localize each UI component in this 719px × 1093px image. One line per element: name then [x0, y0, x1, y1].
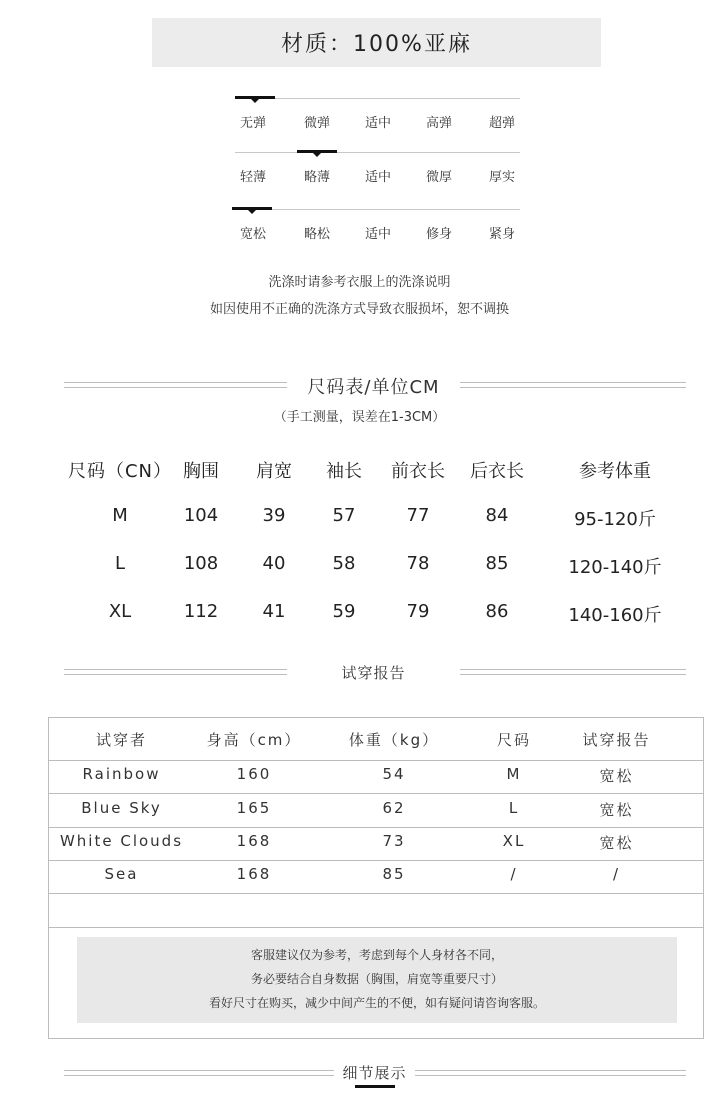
size-chart-title: 尺码表/单位CM: [307, 377, 440, 398]
size-cell: 41: [262, 601, 286, 622]
trial-cell: /: [612, 865, 621, 883]
size-cell: 40: [262, 553, 286, 574]
divider-line: [415, 1070, 686, 1076]
size-cell: 120-140斤: [568, 557, 662, 578]
size-cell: 140-160斤: [568, 605, 662, 626]
trial-cell: 62: [382, 799, 406, 817]
size-cell: 79: [406, 601, 430, 622]
trial-cell: L: [508, 799, 520, 817]
scale-marker: [235, 96, 275, 99]
trial-cell: Blue Sky: [81, 799, 162, 817]
trial-cell: M: [506, 765, 522, 783]
material-title: 材质：100%亚麻: [152, 18, 601, 67]
size-cell: 86: [485, 601, 509, 622]
scale-option: 厚实: [488, 170, 515, 185]
size-cell: 78: [406, 553, 430, 574]
size-chart-subtitle: （手工测量，误差在1-3CM）: [273, 410, 446, 425]
empty-row: [49, 893, 703, 928]
trial-cell: 73: [382, 832, 406, 850]
trial-cell: 165: [236, 799, 272, 817]
advice-line: 看好尺寸在购买，减少中间产生的不便，如有疑问请咨询客服。: [208, 996, 545, 1010]
trial-header-cell: 身高（cm）: [206, 731, 302, 749]
size-cell: 39: [262, 505, 286, 526]
scale-marker: [232, 207, 272, 210]
trial-cell: 160: [236, 765, 272, 783]
detail-title: 细节展示: [342, 1064, 407, 1082]
table-row: [49, 860, 703, 894]
table-row: [49, 793, 703, 828]
divider-line: [460, 382, 686, 388]
trial-cell: Sea: [104, 865, 139, 883]
trial-cell: 54: [382, 765, 406, 783]
scale-option: 微弹: [303, 116, 330, 131]
elasticity-scale: [235, 98, 520, 138]
size-header-size: 尺码（CN）: [67, 461, 173, 482]
title-underline: [355, 1085, 395, 1088]
trial-header-row: [49, 718, 703, 761]
table-row: [49, 760, 703, 794]
advice-line: 务必要结合自身数据（胸围，肩宽等重要尺寸）: [250, 972, 503, 986]
scale-option: 修身: [425, 227, 452, 242]
size-cell: XL: [108, 601, 132, 622]
scale-option: 适中: [364, 227, 391, 242]
divider-line: [64, 382, 287, 388]
scale-option: 适中: [364, 116, 391, 131]
size-cell: 108: [183, 553, 219, 574]
trial-header-cell: 试穿者: [95, 731, 147, 749]
size-cell: 104: [183, 505, 219, 526]
trial-cell: White Clouds: [59, 832, 184, 850]
scale-option: 超弹: [488, 116, 515, 131]
size-cell: 95-120斤: [574, 509, 656, 530]
table-row: [49, 827, 703, 861]
scale-option: 略松: [303, 227, 330, 242]
wash-note: 如因使用不正确的洗涤方式导致衣服损坏，恕不调换: [209, 302, 509, 317]
size-header-back-length: 后衣长: [470, 461, 524, 482]
size-cell: 58: [332, 553, 356, 574]
scale-option: 高弹: [425, 116, 452, 131]
divider-line: [460, 669, 686, 675]
divider-line: [64, 669, 287, 675]
size-header-sleeve: 袖长: [326, 461, 362, 482]
size-header-front-length: 前衣长: [391, 461, 445, 482]
scale-option: 微厚: [425, 170, 452, 185]
scale-line: [235, 98, 520, 99]
size-cell: 77: [406, 505, 430, 526]
trial-cell: 宽松: [599, 767, 634, 785]
trial-cell: XL: [502, 832, 526, 850]
size-cell: 84: [485, 505, 509, 526]
advice-line: 客服建议仅为参考，考虑到每个人身材各不同，: [250, 948, 503, 962]
scale-option: 轻薄: [239, 170, 266, 185]
wash-note: 洗涤时请参考衣服上的洗涤说明: [268, 275, 451, 290]
trial-cell: Rainbow: [82, 765, 161, 783]
scale-option: 无弹: [239, 116, 266, 131]
trial-cell: 宽松: [599, 834, 634, 852]
size-header-weight: 参考体重: [579, 461, 651, 482]
trial-cell: 168: [236, 832, 272, 850]
scale-marker: [297, 150, 337, 153]
size-cell: 59: [332, 601, 356, 622]
size-cell: 57: [332, 505, 356, 526]
scale-line: [235, 209, 520, 210]
size-header-shoulder: 肩宽: [256, 461, 292, 482]
size-cell: 85: [485, 553, 509, 574]
trial-header-cell: 体重（kg）: [348, 731, 440, 749]
size-cell: L: [114, 553, 126, 574]
customer-service-advice: [77, 937, 677, 1023]
scale-option: 宽松: [239, 227, 266, 242]
trial-cell: 宽松: [599, 801, 634, 819]
thickness-scale: [235, 152, 520, 192]
trial-report-title: 试穿报告: [341, 664, 406, 682]
trial-cell: /: [510, 865, 518, 883]
size-cell: 112: [183, 601, 219, 622]
size-cell: M: [112, 505, 128, 526]
scale-option: 紧身: [488, 227, 515, 242]
scale-line: [235, 152, 520, 153]
scale-option: 略薄: [303, 170, 330, 185]
scale-option: 适中: [364, 170, 391, 185]
fit-scale: [235, 209, 520, 249]
trial-cell: 168: [236, 865, 272, 883]
size-header-chest: 胸围: [183, 461, 219, 482]
trial-cell: 85: [382, 865, 406, 883]
trial-header-cell: 试穿报告: [582, 731, 651, 749]
divider-line: [64, 1070, 334, 1076]
trial-header-cell: 尺码: [496, 731, 531, 749]
